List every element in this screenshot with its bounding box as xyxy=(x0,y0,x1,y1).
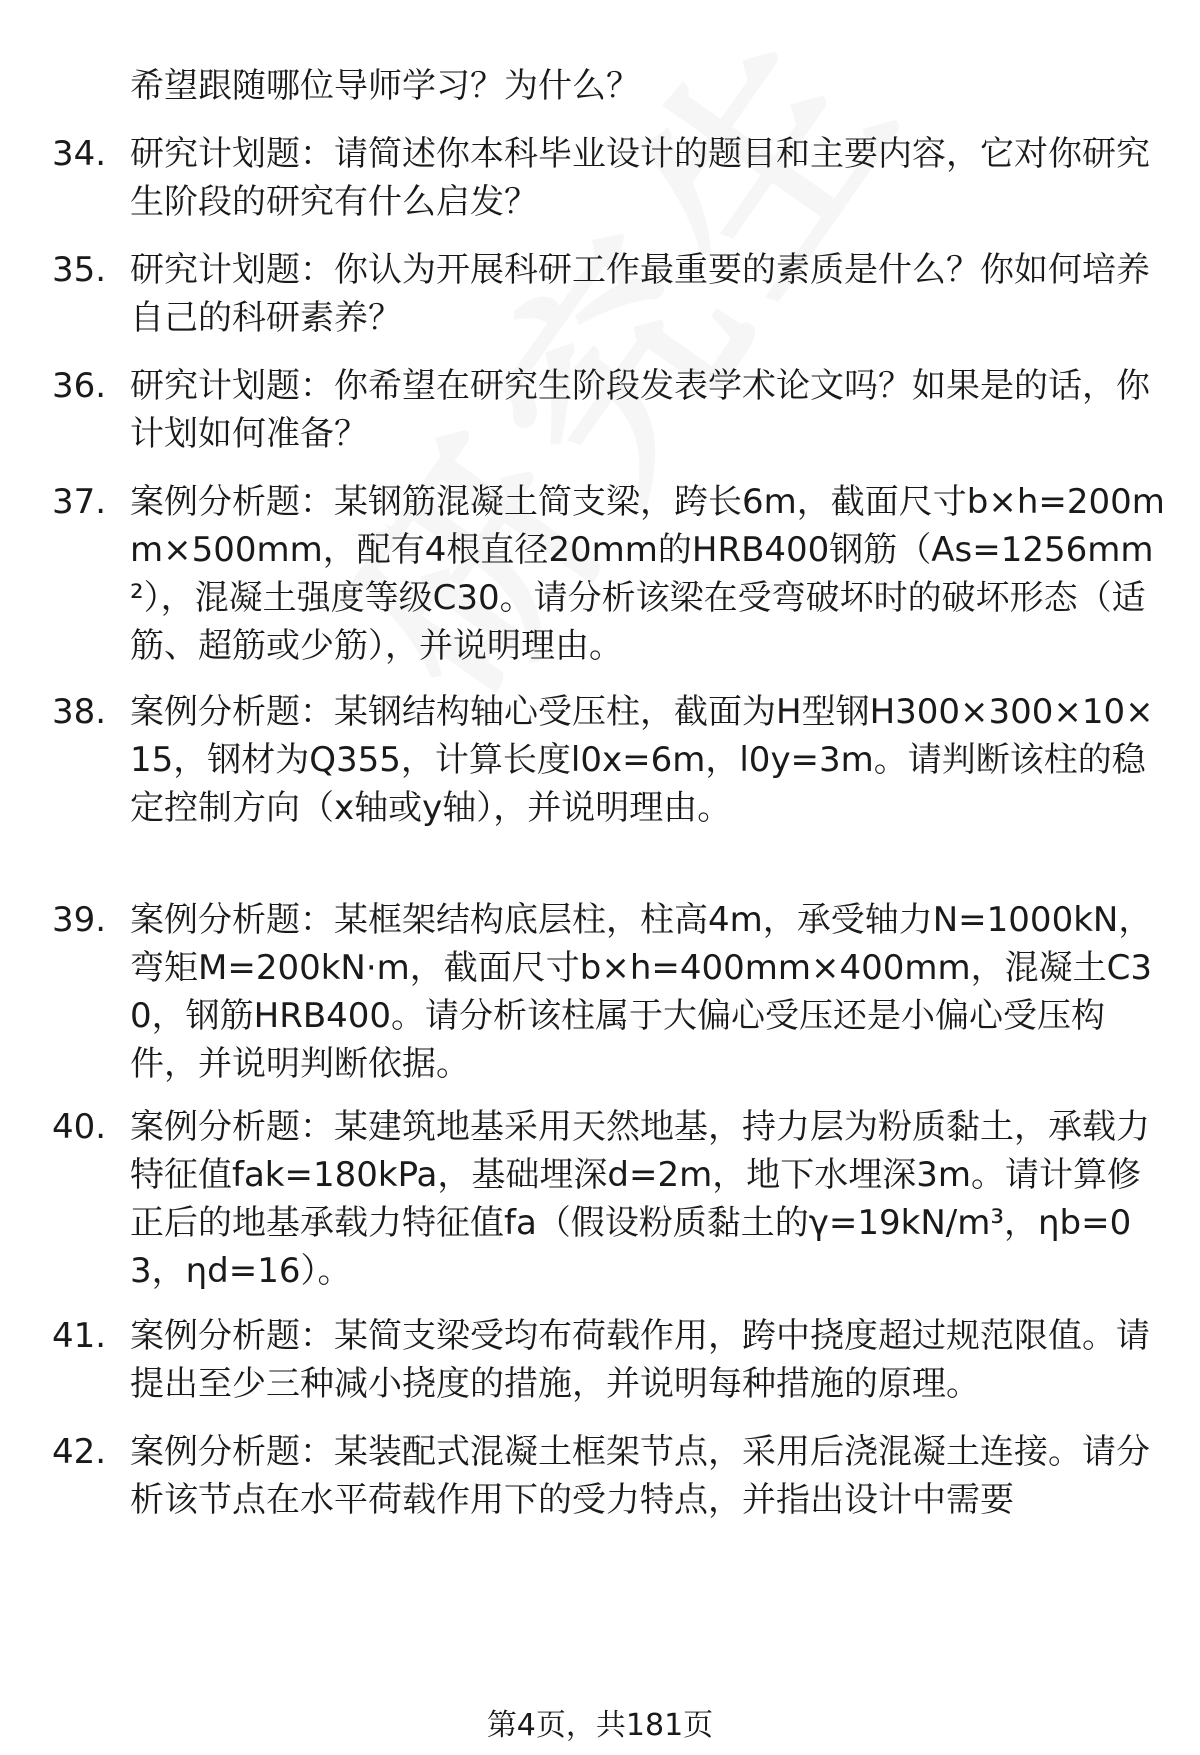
question-number: 36. xyxy=(52,366,107,406)
question-number: 34. xyxy=(52,134,107,174)
question-text: 案例分析题：某建筑地基采用天然地基，持力层为粉质黏土，承载力特征值fak=180kPa，基础埋深d=2m，地下水埋深3m。请计算修正后的地基承载力特征值fa（假设粉质黏土的γ=19kN/m³，ηb=03，ηd=16）。 xyxy=(130,1107,1150,1291)
question-text: 研究计划题：请简述你本科毕业设计的题目和主要内容，它对你研究生阶段的研究有什么启发？ xyxy=(130,134,1150,222)
question-number: 35. xyxy=(52,250,107,290)
question-text: 研究计划题：你希望在研究生阶段发表学术论文吗？如果是的话，你计划如何准备？ xyxy=(130,366,1150,454)
question-text: 研究计划题：你认为开展科研工作最重要的素质是什么？你如何培养自己的科研素养？ xyxy=(130,250,1150,338)
question-number: 37. xyxy=(52,482,107,522)
question-text: 案例分析题：某框架结构底层柱，柱高4m，承受轴力N=1000kN，弯矩M=200kN·m，截面尺寸b×h=400mm×400mm，混凝土C30，钢筋HRB400。请分析该柱属于大偏心受压还是小偏心受压构件，并说明判断依据。 xyxy=(130,900,1153,1084)
question-number: 39. xyxy=(52,900,107,940)
page-footer: 第4页，共181页 xyxy=(486,1708,714,1743)
question-text: 案例分析题：某钢结构轴心受压柱，截面为H型钢H300×300×10×15，钢材为Q355，计算长度l0x=6m，l0y=3m。请判断该柱的稳定控制方向（x轴或y轴），并说明理由。 xyxy=(130,692,1154,828)
question-number: 41. xyxy=(52,1316,107,1356)
question-text: 案例分析题：某简支梁受均布荷载作用，跨中挠度超过规范限值。请提出至少三种减小挠度的措施，并说明每种措施的原理。 xyxy=(130,1316,1150,1404)
question-number: 38. xyxy=(52,692,107,732)
question-number: 42. xyxy=(52,1432,107,1472)
question-number: 40. xyxy=(52,1107,107,1147)
question-text: 案例分析题：某装配式混凝土框架节点，采用后浇混凝土连接。请分析该节点在水平荷载作用下的受力特点，并指出设计中需要 xyxy=(130,1432,1150,1520)
question-text: 案例分析题：某钢筋混凝土简支梁，跨长6m，截面尺寸b×h=200mm×500mm，配有4根直径20mm的HRB400钢筋（As=1256mm²），混凝土强度等级C30。请分析该梁在受弯破坏时的破坏形态（适筋、超筋或少筋），并说明理由。 xyxy=(130,482,1165,666)
continuation-text: 希望跟随哪位导师学习？为什么？ xyxy=(130,66,640,106)
